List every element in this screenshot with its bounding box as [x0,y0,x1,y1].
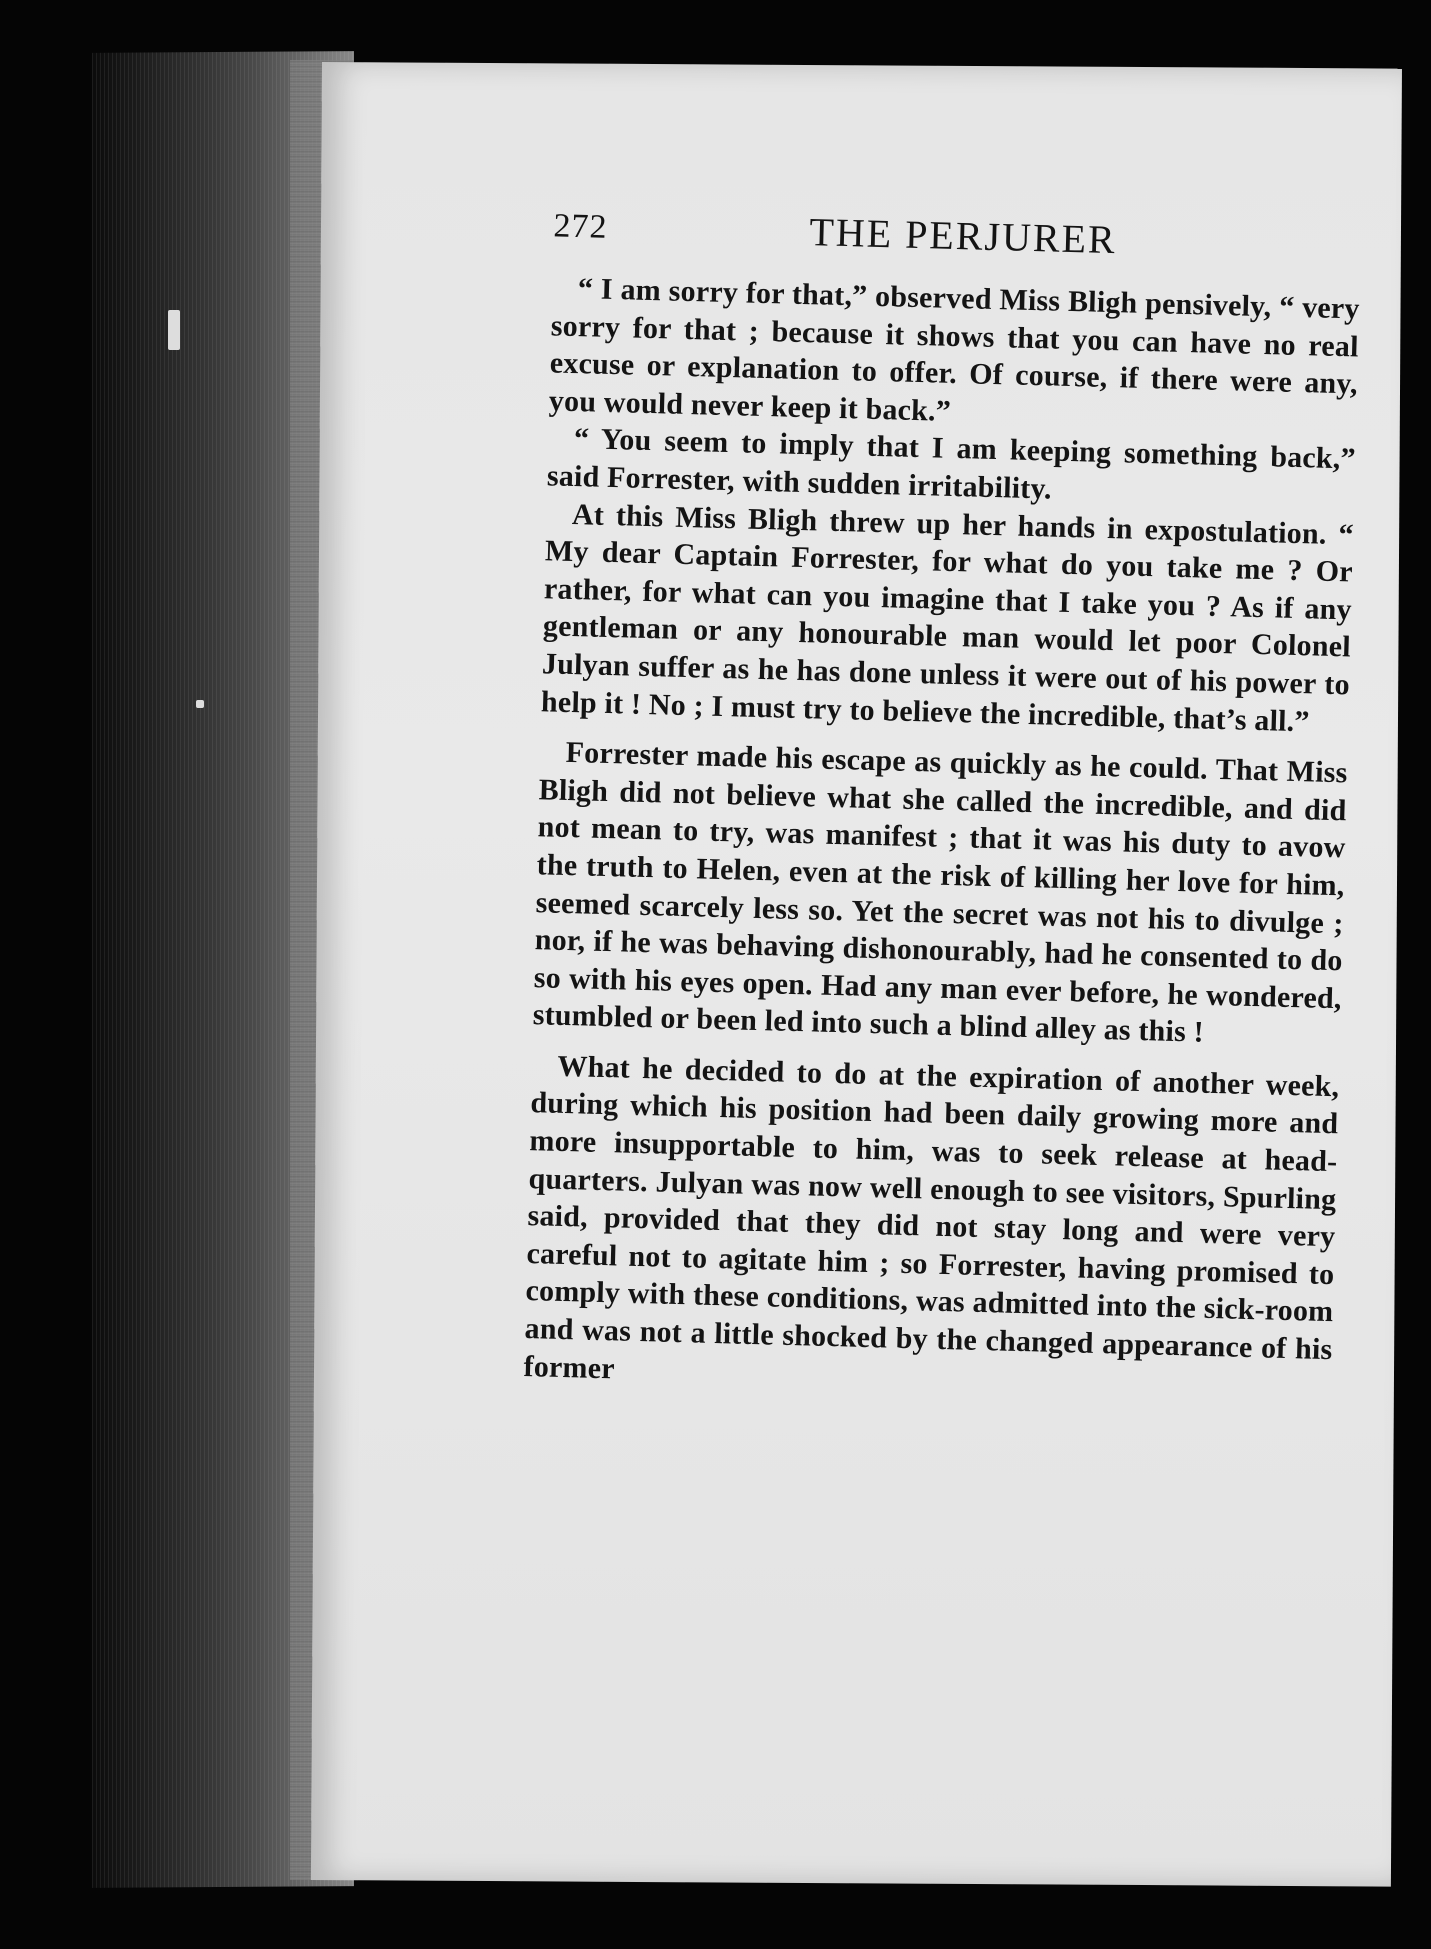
page-number: 272 [553,207,608,246]
paragraph: What he decided to do at the expiration of another week, during which his position had been daily growing more and more insupportable to him, was to seek release at head-quarters. Julyan was now well enough to see visitors, Spurling said, provided that they did not stay long and were very careful not to agitate him ; so Forrester, having promised to comply with these conditions, was admitted into the sick-room and was not a little shocked by the changed appearance of his former [523,1049,1340,1386]
paragraph: “ You seem to imply that I am keeping something back,” said Forrester, with sudden irritability. [546,422,1357,506]
dust-speck [168,310,180,350]
book-page [311,62,1402,1887]
paragraph: Forrester made his escape as quickly as he could. That Miss Bligh did not believe what she called the incredible, and did not mean to try, was manifest ; that it was his duty to avow the truth to Helen, even at the risk of killing her love for him, seemed scarcely less so. Yet the secret was not his to divulge ; nor, if he was behaving dishonourably, had he consented to do so with his eyes open. Had any man ever before, he wondered, stumbled or been led into such a blind alley as this ! [532,736,1348,1049]
page-text-block [523,201,1362,1406]
dust-speck [196,700,204,708]
paragraph: “ I am sorry for that,” observed Miss Bligh pensively, “ very sorry for that ; because it shows that you can have no real excuse or explanation to offer. Of course, if there were any, you would never keep it back.” [548,272,1361,428]
paragraph: At this Miss Bligh threw up her hands in expostulation. “ My dear Captain Forrester, for what do you take me ? Or rather, for what can you imagine that I take you ? As if any gentleman or any honourable man would let poor Colonel Julyan suffer as he has done unless it were out of his power to help it ! No ; I must try to believe the incredible, that’s all.” [540,497,1355,738]
running-title: THE PERJURER [808,209,1118,263]
